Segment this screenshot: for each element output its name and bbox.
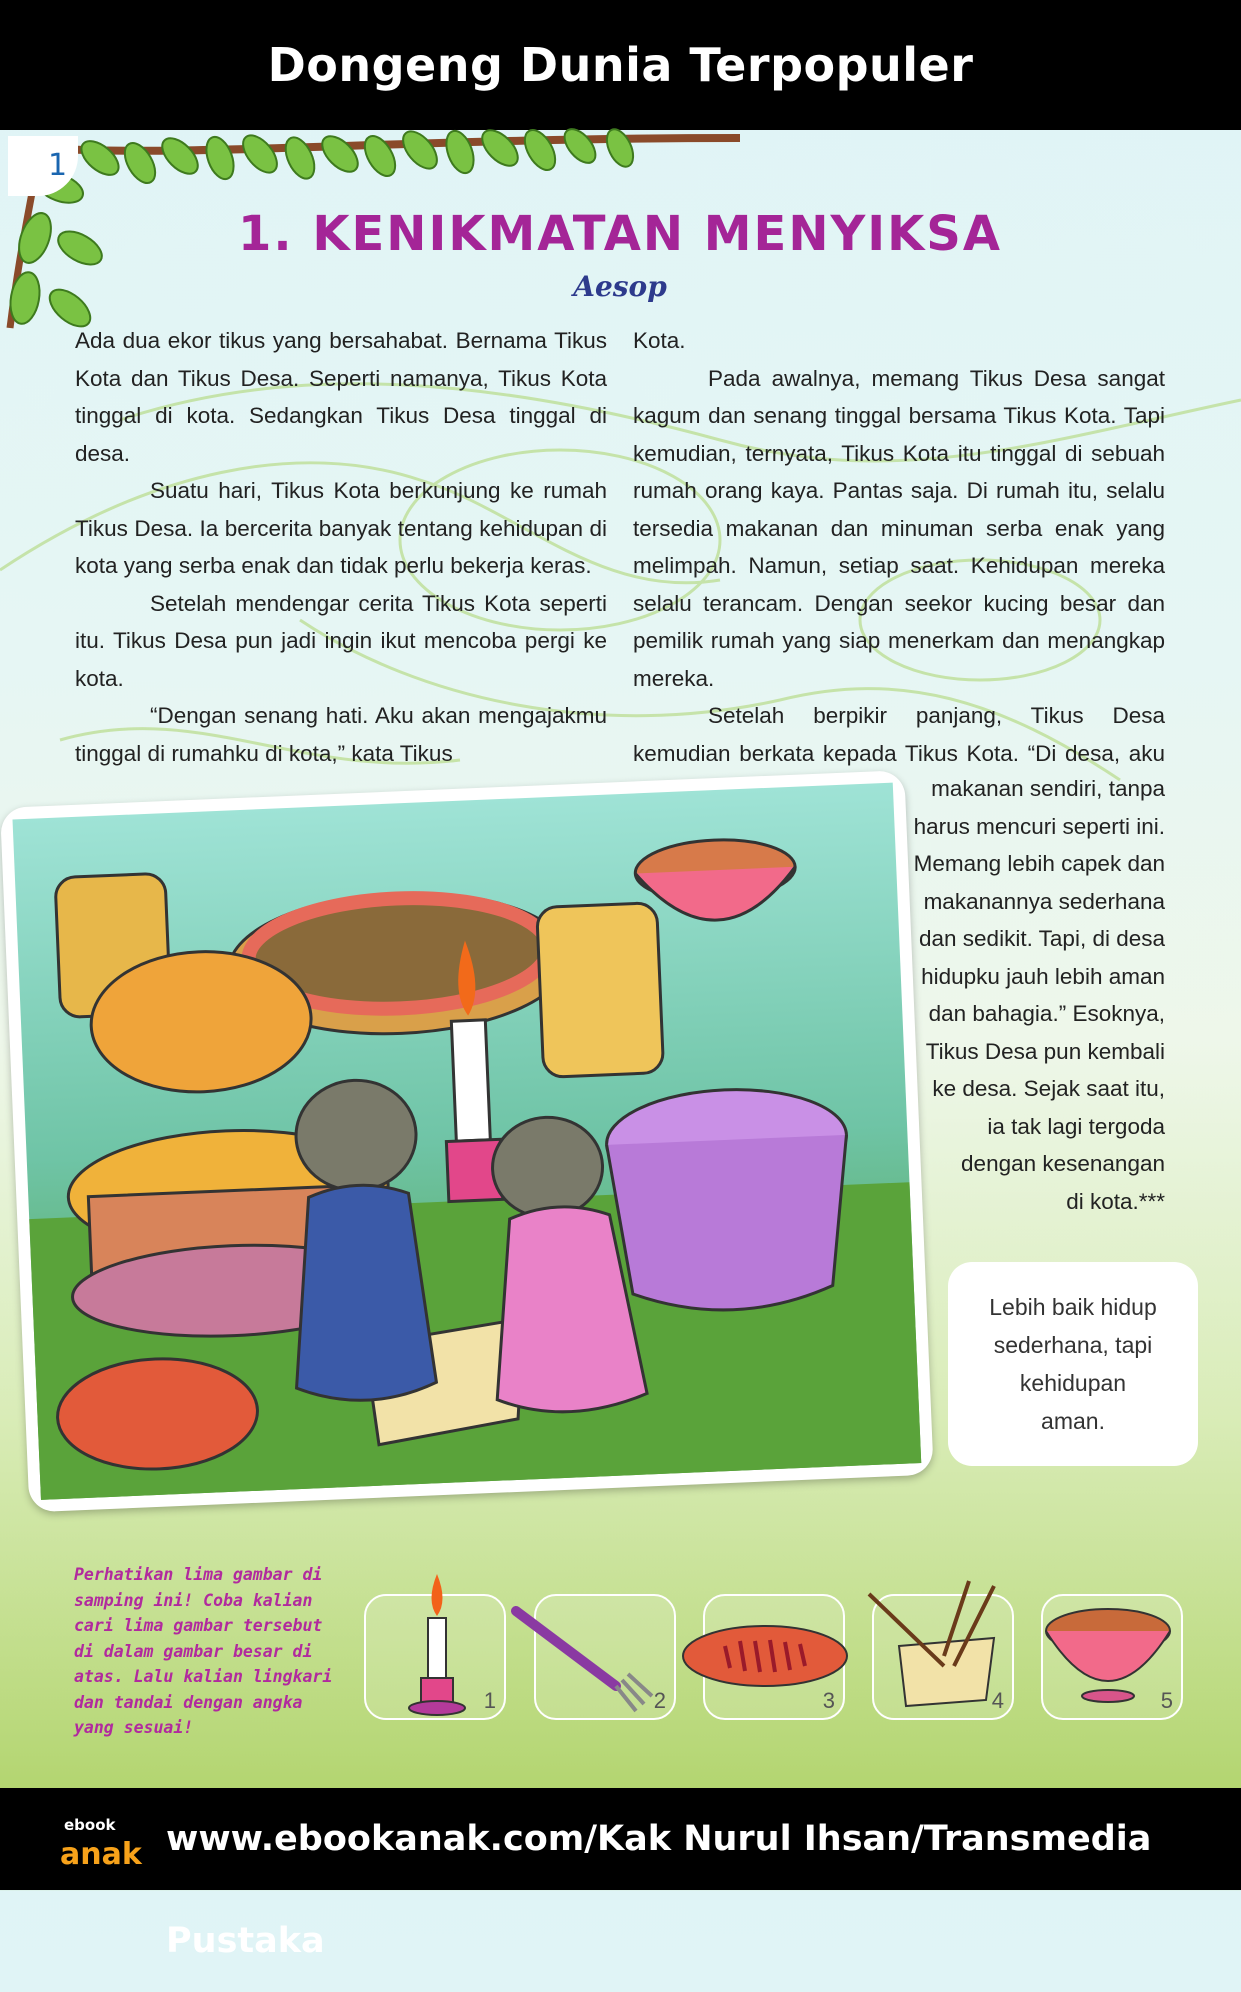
story-paragraph: Suatu hari, Tikus Kota berkunjung ke rumah Tikus Desa. Ia bercerita banyak tentang kehidupan di kota yang serba enak dan tidak perlu bekerja keras. <box>75 478 607 578</box>
ebookanak-logo <box>58 1810 158 1870</box>
story-line: ia tak lagi tergoda <box>987 1113 1165 1139</box>
activity-item-bowl[interactable] <box>1041 1594 1183 1720</box>
moral-line: Lebih baik hidup <box>989 1294 1157 1320</box>
activity-item-fork[interactable] <box>534 1594 676 1720</box>
activity-item-number: 4 <box>991 1688 1004 1713</box>
story-paragraph: Setelah mendengar cerita Tikus Kota seperti itu. Tikus Desa pun jadi ingin ikut mencoba pergi ke kota. <box>75 590 607 691</box>
story-author: Aesop <box>573 270 667 303</box>
svg-text:ebook: ebook <box>64 1816 116 1834</box>
story-column-left <box>75 322 607 772</box>
header-bar <box>0 0 1241 130</box>
story-line: hidupku jauh lebih aman <box>921 963 1165 989</box>
story-paragraph: Kota. <box>633 328 686 353</box>
story-line: makanan sendiri, tanpa <box>931 776 1165 801</box>
story-line: dan sedikit. Tapi, di desa <box>919 926 1165 951</box>
moral-box <box>948 1262 1198 1466</box>
story-paragraph: Pada awalnya, memang Tikus Desa sangat kagum dan senang tinggal bersama Tikus Kota. Tapi kemudian, ternyata, Tikus Kota itu tinggal di sebuah rumah orang kaya. Pantas saja. Di rumah itu, selalu tersedia makanan dan minuman serba enak yang melimpah. Namun, setiap saat. Kehidupan mereka selalu terancam. Dengan seekor kucing besar dan pemilik rumah yang siap menerkam dan menangkap mereka. <box>633 365 1165 691</box>
story-line: Memang lebih capek dan <box>913 851 1165 876</box>
story-paragraph: “Dengan senang hati. Aku akan mengajakmu tinggal di rumahku di kota,” kata Tikus <box>75 703 607 766</box>
book-title: Dongeng Dunia Terpopuler <box>267 38 974 92</box>
footer-bar <box>0 1788 1241 1961</box>
activity-item-number: 5 <box>1160 1688 1173 1713</box>
story-line: dengan kesenangan <box>961 1151 1165 1176</box>
story-column-right <box>633 322 1165 810</box>
moral-line: aman. <box>1041 1408 1105 1434</box>
story-line: harus mencuri seperti ini. <box>913 813 1165 839</box>
story-line: di kota.*** <box>1066 1188 1165 1214</box>
svg-text:anak: anak <box>60 1837 142 1872</box>
activity-item-candle[interactable] <box>364 1594 506 1720</box>
illustration-mice-feast <box>12 783 921 1500</box>
moral-line: sederhana, tapi <box>993 1332 1153 1358</box>
activity-item-box[interactable] <box>872 1594 1014 1720</box>
story-line: ke desa. Sejak saat itu, <box>932 1076 1165 1101</box>
moral-line: kehidupan <box>1019 1370 1127 1396</box>
activity-item-number: 2 <box>653 1688 666 1713</box>
footer-credit: www.ebookanak.com/Kak Nurul Ihsan/Transmedia Pustaka <box>166 1819 1152 1961</box>
activity-instruction: Perhatikan lima gambar di samping ini! Coba kalian cari lima gambar tersebut di dalam gambar besar di atas. Lalu kalian lingkari dan tandai dengan angka yang sesuai! <box>74 1565 333 1737</box>
activity-item-bread[interactable] <box>703 1594 845 1720</box>
page-number: 1 <box>8 136 78 196</box>
main-illustration <box>0 770 934 1512</box>
activity-item-number: 1 <box>483 1688 496 1713</box>
story-title: 1. KENIKMATAN MENYIKSA <box>237 206 1003 262</box>
story-line: makanannya sederhana <box>923 888 1165 914</box>
story-paragraph: Setelah berpikir panjang, Tikus Desa kemudian berkata kepada Tikus Kota. “Di desa, aku <box>633 703 1165 766</box>
activity-item-number: 3 <box>822 1688 835 1713</box>
story-paragraph: Ada dua ekor tikus yang bersahabat. Bernama Tikus Kota dan Tikus Desa. Seperti namanya, Tikus Kota tinggal di kota. Sedangkan Tikus Desa tinggal di desa. <box>75 328 607 466</box>
story-line: Tikus Desa pun kembali <box>925 1038 1165 1064</box>
story-line: dan bahagia.” Esoknya, <box>928 1001 1165 1026</box>
